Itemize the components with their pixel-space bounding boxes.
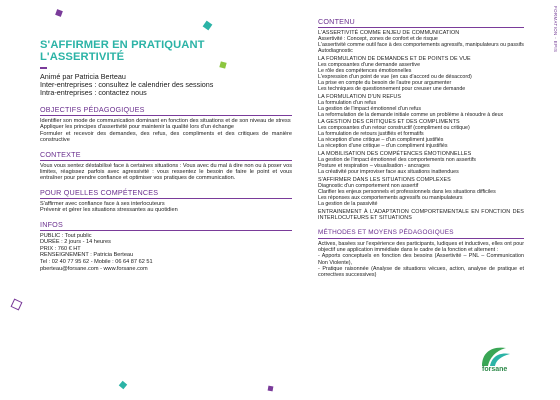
contenu-item: La formulation d'un refus [318,99,377,106]
contenu-heading: L'ASSERTIVITÉ COMME ENJEU DE COMMUNICATION [318,30,460,36]
section-contexte [40,151,292,182]
contenu-heading: ENTRAINEMENT À L'ADAPTATION COMPORTEMENTALE EN FONCTION DES INTERLOCUTEURS ET SITUATIONS [318,208,524,221]
contenu-item: Autodiagnostic [318,48,353,54]
section-rule [318,27,524,28]
contenu-item: Diagnostic d'un comportement non assertif [318,182,419,189]
contenu-item: La prise en compte du besoin de l'autre pour argumenter [318,79,452,86]
section-rule [318,238,524,239]
decor-square-outline [11,299,23,311]
contenu-item: Les techniques de questionnement pour creuser une demande [318,85,466,92]
contenu-item: La réception d'une critique – d'un compliment justifiés [318,137,444,144]
methodes-intro: Actives, basées sur l'expérience des participants, ludiques et inductives, elles ont pour objectif une application immédiate dans le cadre de la fonction et alternent : [318,240,524,254]
section-title: INFOS [40,219,63,229]
contenu-heading: LA FORMULATION D'UN REFUS [318,93,402,100]
section-title: POUR QUELLES COMPÉTENCES [40,187,159,197]
contenu-item: Le rôle des compétences émotionnelles [318,67,412,74]
logo-wordmark: forsane [482,366,508,373]
contenu-item: Assertivité : Concept, zones de confort et de risque [318,36,438,42]
contenu-item: La gestion de l'impact émotionnel d'un refus [318,105,422,112]
inter-info: Inter-entreprises : consultez le calendrier des sessions [40,80,214,89]
section-competences [40,189,292,214]
contenu-item: La créativité pour improviser face aux situations inattendues [318,169,459,176]
contenu-item: Les composantes d'une demande assertive [318,61,421,68]
contenu-heading: S'AFFIRMER DANS LES SITUATIONS COMPLEXES [318,176,451,183]
contenu-item: La gestion de la passivité [318,200,378,207]
decor-square-teal-bottom [119,381,127,389]
left-column [40,40,292,272]
section-objectifs [40,106,292,144]
contenu-list [318,30,524,221]
contenu-item: La reformulation de la demande initiale comme un problème à résoudre à deux [318,111,504,118]
section-rule [40,230,292,231]
title-line-2: L'ASSERTIVITÉ [40,50,125,63]
info-prix: PRIX : 760 € HT [40,245,81,252]
contenu-item: La réception d'une critique – d'un compliment injustifiés [318,143,448,150]
section-title: CONTEXTE [40,149,81,159]
info-duree: DURÉE : 2 jours - 14 heures [40,239,111,246]
contenu-item: La gestion de l'impact émotionnel des comportements non assertifs [318,157,476,164]
methodes-item: - Apports conceptuels en fonction des besoins (Assertivité – PNL – Communication Non Violente), [318,253,524,266]
page-title [40,40,292,63]
decor-square-purple [55,9,63,17]
section-rule [40,160,292,161]
intra-info: Intra-entreprises : contactez nous [40,88,147,97]
objectif-line: Appliquer les principes d'assertivité pour maintenir la qualité lors d'un échange [40,124,234,131]
section-rule [40,198,292,199]
section-methodes [318,229,524,279]
animator: Animé par Patricia Berteau [40,72,126,81]
competence-line: Prévenir et gérer les situations stressantes au quotidien [40,207,178,214]
objectif-line: Identifier son mode de communication dominant en fonction des situations et de son niveau de stress [40,118,291,124]
contenu-item: Posture et respiration – visualisation - ancrages [318,163,430,170]
info-renseignement: RENSEIGNEMENT : Patricia Berteau [40,252,134,259]
info-public: PUBLIC : Tout public [40,232,92,239]
section-title: OBJECTIFS PÉDAGOGIQUES [40,105,145,114]
contenu-heading: LA MOBILISATION DES COMPÉTENCES ÉMOTIONNELLES [318,151,472,158]
decor-square-teal [203,21,213,31]
competence-line: S'affirmer avec confiance face à ses interlocuteurs [40,200,165,207]
section-rule [40,115,292,116]
title-dash [40,67,47,69]
contenu-item: Les réponses aux comportements agressifs ou manipulateurs [318,194,463,201]
contenu-item: L'expression d'un point de vue (en cas d'accord ou de désaccord) [318,73,472,80]
vertical-label: FORMATION - EPIS [553,6,558,53]
section-infos [40,221,292,273]
section-title: MÉTHODES ET MOYENS PÉDAGOGIQUES [318,228,454,236]
contexte-text: Vous vous sentez déstabilisé face à certaines situations : Vous avec du mal à dire non ou à poser vos limites, réagissez parfois avec agressivité : vous ressentez le besoin de faire le point et vous entraîner pour prendre confiance et optimiser vos pratiques de communication. [40,162,292,182]
info-tel: Tel : 02 40 77 95 62 - Mobile : 06 64 87 62 51 [40,259,153,266]
info-email-link[interactable]: pberteau@forsane.com - www.forsane.com [40,265,148,272]
contenu-item: La formulation de retours justifiés et formatifs [318,131,424,138]
objectif-line: Formuler et recevoir des demandes, des refus, des compliments et des critiques de manière constructive [40,130,292,144]
contenu-item: Clarifier les enjeux personnels et professionnels dans les situations difficiles [318,188,496,195]
contenu-title: CONTENU [318,17,355,26]
methodes-item: - Pratique raisonnée (Analyse de situations vécues, action, analyse de pratique et correctives successives) [318,265,524,279]
contenu-heading: LA GESTION DES CRITIQUES ET DES COMPLIMENTS [318,119,460,126]
contenu-heading: LA FORMULATION DE DEMANDES ET DE POINTS DE VUE [318,55,471,62]
contenu-item: Les composantes d'un retour constructif (compliment ou critique) [318,125,470,132]
right-column [318,18,524,279]
title-line-1: S'AFFIRMER EN PRATIQUANT [40,39,205,51]
decor-square-purple-bottom [268,386,274,392]
contenu-item: L'assertivité comme outil face à des comportements agressifs, manipulateurs ou passifs [318,42,524,48]
animation-info [40,73,292,97]
